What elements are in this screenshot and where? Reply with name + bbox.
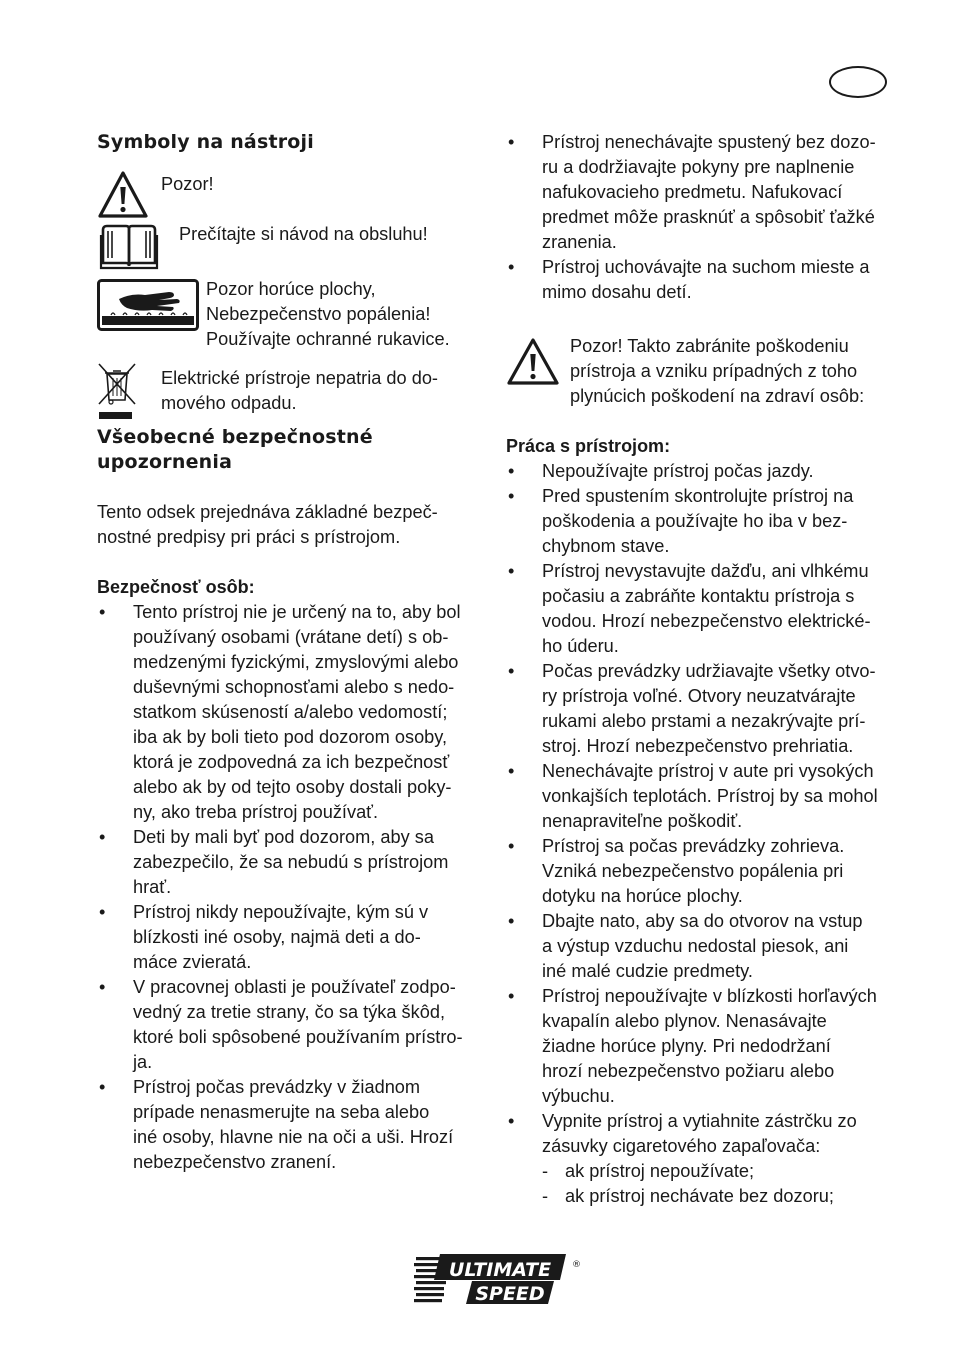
safety-heading-line-1: Všeobecné bezpečnostné	[97, 426, 373, 448]
persons-list-item-line: ktoré boli spôsobené používaním prístro-	[133, 1027, 463, 1047]
persons-list-item-line: statkom skúseností a/alebo vedomostí;	[133, 702, 448, 722]
work-list-item-line: Vypnite prístroj a vytiahnite zástrčku zo	[542, 1111, 857, 1131]
safety-heading-line-2: upozornenia	[97, 451, 233, 473]
persons-list-item-line: máce zvieratá.	[133, 952, 252, 972]
weee-line-1: Elektrické prístroje nepatria do do-	[161, 368, 438, 388]
work-list-item-line: Prístroj nepoužívajte v blízkosti horľavých	[542, 986, 877, 1006]
crossed-bin-icon	[97, 362, 137, 422]
persons-list-item-line: Prístroj počas prevádzky v žiadnom	[133, 1077, 421, 1097]
work-list-item-line: Prístroj nevystavujte dažďu, ani vlhkému	[542, 561, 869, 581]
symbol-warning-row	[97, 171, 479, 224]
symbol-hot-text	[206, 277, 450, 352]
persons-list-item-line: blízkosti iné osoby, najmä deti a do-	[133, 927, 421, 947]
work-list-item-line: hrozí nebezpečenstvo požiaru alebo	[542, 1061, 835, 1081]
top-list-item-line: Prístroj uchovávajte na suchom mieste a	[542, 257, 870, 277]
symbol-hot-row	[97, 279, 479, 364]
symbol-manual-row	[97, 224, 479, 279]
dash-list-item: - ak prístroj nechávate bez dozoru;	[542, 1184, 892, 1209]
top-list-item-line: predmet môže prasknúť a spôsobiť ťažké	[542, 207, 875, 227]
persons-list-item	[97, 975, 479, 1075]
hot-line-1: Pozor horúce plochy,	[206, 279, 376, 299]
dash-list	[542, 1159, 892, 1209]
caution-line-3: plynúcich poškodení na zdraví osôb:	[570, 386, 865, 406]
hot-line-3: Používajte ochranné rukavice.	[206, 329, 450, 349]
top-list-item-line: mimo dosahu detí.	[542, 282, 692, 302]
work-list-item-line: Dbajte nato, aby sa do otvorov na vstup	[542, 911, 863, 931]
work-list-item-line: zásuvky cigaretového zapaľovača:	[542, 1136, 821, 1156]
manual-book-icon	[99, 222, 159, 270]
work-list-item-line: počasiu a zabráňte kontaktu prístroja s	[542, 586, 855, 606]
ultimate-speed-logo	[414, 1251, 580, 1307]
work-list-item	[506, 834, 892, 909]
persons-list-item-line: Prístroj nikdy nepoužívajte, kým sú v	[133, 902, 429, 922]
work-list-item-line: a výstup vzduchu nedostal piesok, ani	[542, 936, 849, 956]
work-list-item-line: vodou. Hrozí nebezpečenstvo elektrické-	[542, 611, 871, 631]
persons-list-item	[97, 1075, 479, 1175]
work-list-item-line: Nepoužívajte prístroj počas jazdy.	[542, 461, 814, 481]
top-list-item-line: ru a dodržiavajte pokyny pre naplnenie	[542, 157, 855, 177]
top-list-item	[506, 130, 892, 255]
intro-line-1: Tento odsek prejednáva základné bezpeč-	[97, 502, 438, 522]
logo-text-speed: SPEED	[475, 1283, 545, 1305]
persons-list-item-line: medzenými fyzickými, zmyslovými alebo	[133, 652, 459, 672]
work-list	[506, 459, 892, 1159]
work-list-item-line: dotyku na horúce plochy.	[542, 886, 743, 906]
symbol-warning-text: Pozor!	[161, 174, 214, 194]
persons-list-item-line: Deti by mali byť pod dozorom, aby sa	[133, 827, 434, 847]
persons-list-item-line: nebezpečenstvo zranení.	[133, 1152, 337, 1172]
caution-block	[506, 334, 892, 409]
registered-mark: ®	[572, 1260, 581, 1270]
caution-line-2: prístroja a vzniku prípadných z toho	[570, 361, 858, 381]
persons-list-item-line: vedný za tretie strany, čo sa týka škôd,	[133, 1002, 446, 1022]
work-list-item	[506, 559, 892, 659]
work-list-item-line: stroj. Hrozí nebezpečenstvo prehriatia.	[542, 736, 854, 756]
work-list-item-line: Prístroj sa počas prevádzky zohrieva.	[542, 836, 845, 856]
work-heading: Práca s prístrojom:	[506, 436, 671, 456]
work-list-item-line: Nenechávajte prístroj v aute pri vysokých	[542, 761, 874, 781]
top-list-item-line: nafukovacieho predmetu. Nafukovací	[542, 182, 843, 202]
persons-list-item-line: zabezpečilo, že sa nebudú s prístrojom	[133, 852, 449, 872]
symbol-weee-row	[97, 368, 479, 425]
work-list-item-line: rukami alebo prstami a nezakrývajte prí-	[542, 711, 866, 731]
dash-list-item: - ak prístroj nepoužívate;	[542, 1159, 892, 1184]
top-list	[506, 130, 892, 305]
top-list-item-line: zranenia.	[542, 232, 617, 252]
work-list-item-line: chybnom stave.	[542, 536, 670, 556]
work-list-item-line: Počas prevádzky udržiavajte všetky otvo-	[542, 661, 876, 681]
persons-list-item-line: duševnými schopnosťami alebo s nedo-	[133, 677, 455, 697]
work-list-item-line: nenapraviteľne poškodiť.	[542, 811, 743, 831]
work-list-item-line: vonkajších teplotách. Prístroj by sa mohol	[542, 786, 878, 806]
work-list-item	[506, 459, 892, 484]
persons-list	[97, 600, 479, 1175]
persons-list-item-line: iné osoby, hlavne nie na oči a uši. Hrozí	[133, 1127, 454, 1147]
symbol-manual-text: Prečítajte si návod na obsluhu!	[179, 224, 428, 244]
persons-list-item	[97, 900, 479, 975]
safety-heading	[97, 425, 479, 475]
work-list-item-line: iné malé cudzie predmety.	[542, 961, 753, 981]
work-list-item	[506, 984, 892, 1109]
work-list-item	[506, 659, 892, 759]
symbols-heading: Symboly na nástroji	[97, 131, 314, 153]
persons-list-item-line: V pracovnej oblasti je používateľ zodpo-	[133, 977, 456, 997]
warning-triangle-icon	[506, 337, 560, 387]
work-list-item-line: žiadne horúce plyny. Pri nedodržaní	[542, 1036, 831, 1056]
work-list-item-line: kvapalín alebo plynov. Nenasávajte	[542, 1011, 827, 1031]
persons-list-item-line: alebo ak by od tejto osoby dostali poky-	[133, 777, 452, 797]
caution-text	[570, 334, 864, 409]
work-list-item	[506, 909, 892, 984]
work-list-item	[506, 759, 892, 834]
hot-line-2: Nebezpečenstvo popálenia!	[206, 304, 431, 324]
persons-list-item-line: ktorá je zodpovedná za ich bezpečnosť	[133, 752, 450, 772]
persons-list-item	[97, 600, 479, 825]
caution-line-1: Pozor! Takto zabránite poškodeniu	[570, 336, 849, 356]
work-list-item-line: výbuchu.	[542, 1086, 615, 1106]
top-list-item	[506, 255, 892, 305]
persons-list-item-line: Tento prístroj nie je určený na to, aby bol	[133, 602, 461, 622]
work-list-item	[506, 484, 892, 559]
persons-list-item-line: ny, ako treba prístroj používať.	[133, 802, 379, 822]
work-list-item-line: Pred spustením skontrolujte prístroj na	[542, 486, 854, 506]
language-badge	[829, 66, 887, 98]
weee-line-2: mového odpadu.	[161, 393, 297, 413]
intro-paragraph	[97, 500, 479, 550]
persons-list-item-line: iba ak by boli tieto pod dozorom osoby,	[133, 727, 448, 747]
work-list-item-line: poškodenia a používajte ho iba v bez-	[542, 511, 848, 531]
persons-list-item-line: ja.	[133, 1052, 153, 1072]
top-list-item-line: Prístroj nenechávajte spustený bez dozo-	[542, 132, 876, 152]
right-column	[506, 130, 892, 1209]
persons-list-item-line: hrať.	[133, 877, 172, 897]
persons-heading: Bezpečnosť osôb:	[97, 577, 255, 597]
work-list-item-line: Vzniká nebezpečenstvo popálenia pri	[542, 861, 844, 881]
persons-list-item-line: používaný osobami (vrátane detí) s ob-	[133, 627, 449, 647]
work-list-item-line: ho úderu.	[542, 636, 619, 656]
persons-list-item-line: prípade nenasmerujte na seba alebo	[133, 1102, 430, 1122]
symbol-weee-text	[161, 366, 438, 416]
persons-list-item	[97, 825, 479, 900]
work-list-item-line: ry prístroja voľné. Otvory neuzatvárajte	[542, 686, 856, 706]
warning-triangle-icon	[97, 170, 149, 220]
logo-text-ultimate: ULTIMATE	[448, 1259, 552, 1281]
work-list-item	[506, 1109, 892, 1159]
intro-line-2: nostné predpisy pri práci s prístrojom.	[97, 527, 401, 547]
hot-surface-icon	[97, 279, 199, 331]
left-column	[97, 130, 479, 1175]
